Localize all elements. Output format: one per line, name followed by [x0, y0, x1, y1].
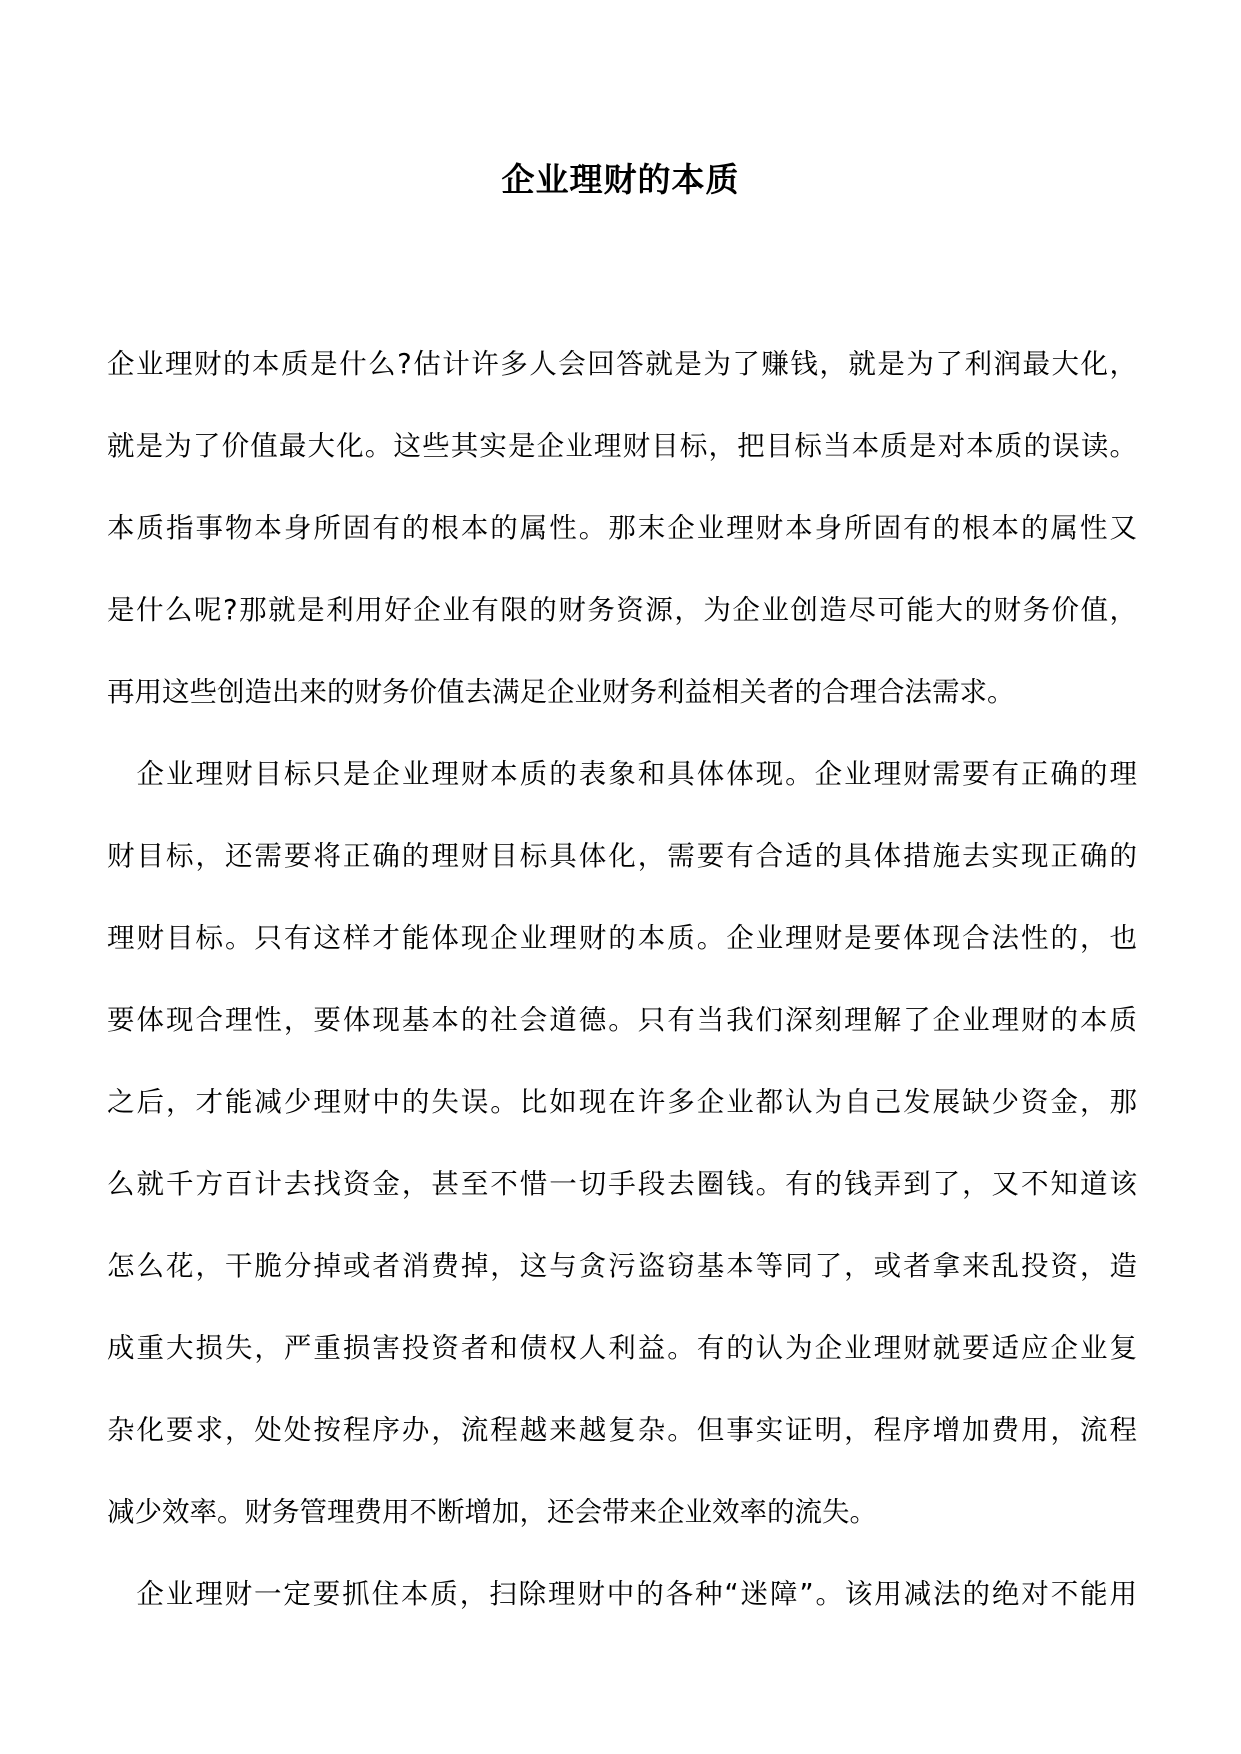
text-line: 企业理财目标只是企业理财本质的表象和具体体现。企业理财需要有正确的理: [107, 758, 1137, 790]
text-line: 企业理财的本质是什么?估计许多人会回答就是为了赚钱，就是为了利润最大化，: [107, 348, 1137, 380]
text-line: 之后，才能减少理财中的失误。比如现在许多企业都认为自己发展缺少资金，那: [107, 1086, 1137, 1118]
text-line: 要体现合理性，要体现基本的社会道德。只有当我们深刻理解了企业理财的本质: [107, 1004, 1137, 1036]
text-line: 本质指事物本身所固有的根本的属性。那末企业理财本身所固有的根本的属性又: [107, 512, 1137, 544]
text-line: 再用这些创造出来的财务价值去满足企业财务利益相关者的合理合法需求。: [107, 676, 1015, 708]
text-line: 理财目标。只有这样才能体现企业理财的本质。企业理财是要体现合法性的，也: [107, 922, 1137, 954]
text-line: 减少效率。财务管理费用不断增加，还会带来企业效率的流失。: [107, 1496, 877, 1528]
paragraph-2: [107, 750, 1137, 1570]
text-line: 成重大损失，严重损害投资者和债权人利益。有的认为企业理财就要适应企业复: [107, 1332, 1137, 1364]
text-line: 杂化要求，处处按程序办，流程越来越复杂。但事实证明，程序增加费用，流程: [107, 1414, 1137, 1446]
text-line: 么就千方百计去找资金，甚至不惜一切手段去圈钱。有的钱弄到了，又不知道该: [107, 1168, 1137, 1200]
text-line: 财目标，还需要将正确的理财目标具体化，需要有合适的具体措施去实现正确的: [107, 840, 1137, 872]
text-line: 就是为了价值最大化。这些其实是企业理财目标，把目标当本质是对本质的误读。: [107, 430, 1137, 462]
page-title: 企业理财的本质: [501, 160, 740, 199]
article-body: [107, 340, 1137, 1652]
text-line: 是什么呢?那就是利用好企业有限的财务资源，为企业创造尽可能大的财务价值，: [107, 594, 1137, 626]
paragraph-1: [107, 340, 1137, 750]
paragraph-3: [107, 1570, 1137, 1652]
text-line: 怎么花，干脆分掉或者消费掉，这与贪污盗窃基本等同了，或者拿来乱投资，造: [107, 1250, 1137, 1282]
text-line: 企业理财一定要抓住本质，扫除理财中的各种“迷障”。该用减法的绝对不能用: [107, 1578, 1137, 1610]
